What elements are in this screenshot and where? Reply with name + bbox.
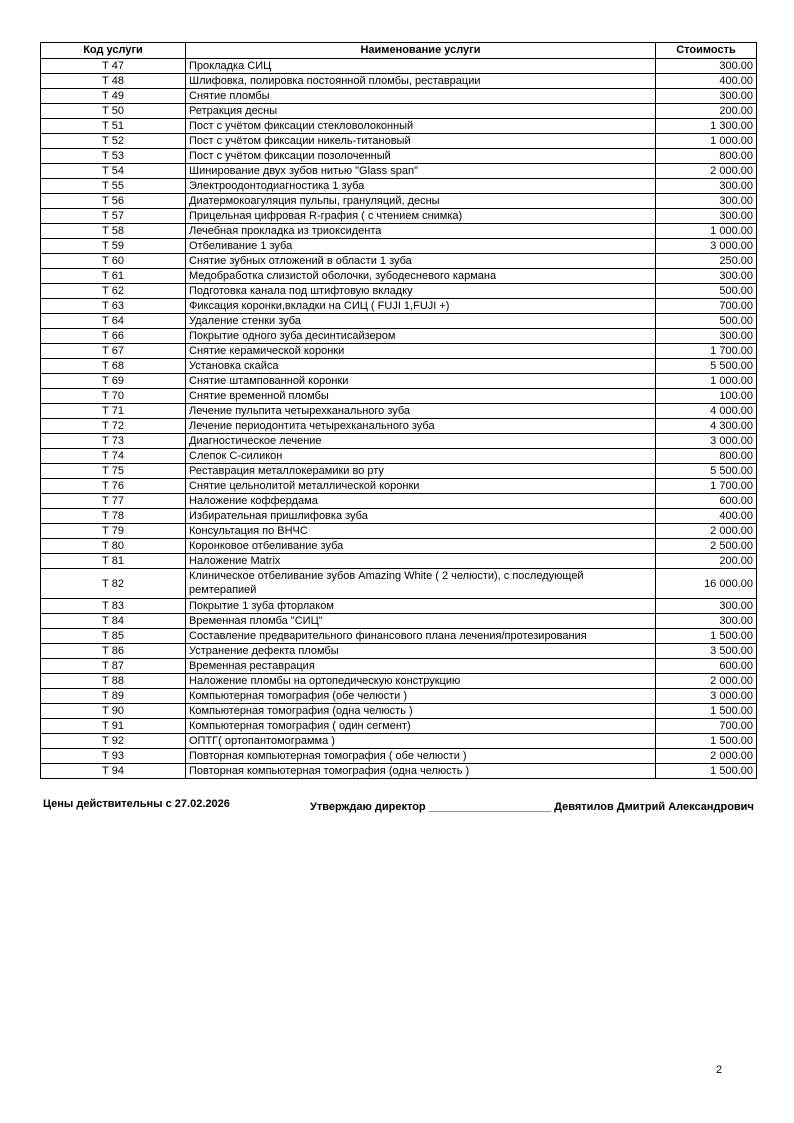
service-price-cell: 1 500.00	[656, 764, 757, 779]
service-code-cell: Т 73	[41, 434, 186, 449]
service-price-cell: 1 500.00	[656, 629, 757, 644]
table-row	[41, 449, 757, 464]
table-row	[41, 134, 757, 149]
service-name-cell: Компьютерная томография (одна челюсть )	[186, 704, 656, 719]
service-name-cell: Медобработка слизистой оболочки, зубодесневого кармана	[186, 269, 656, 284]
service-price-cell: 300.00	[656, 179, 757, 194]
service-price-cell: 400.00	[656, 74, 757, 89]
service-name-cell: Составление предварительного финансового плана лечения/протезирования	[186, 629, 656, 644]
table-row	[41, 224, 757, 239]
service-code-cell: Т 62	[41, 284, 186, 299]
table-row	[41, 479, 757, 494]
service-name-cell: Повторная компьютерная томография ( обе челюсти )	[186, 749, 656, 764]
table-row	[41, 149, 757, 164]
service-code-cell: Т 84	[41, 614, 186, 629]
service-code-cell: Т 76	[41, 479, 186, 494]
service-code-cell: Т 92	[41, 734, 186, 749]
service-price-cell: 600.00	[656, 494, 757, 509]
service-name-cell: Наложение пломбы на ортопедическую конструкцию	[186, 674, 656, 689]
service-price-cell: 100.00	[656, 389, 757, 404]
service-code-cell: Т 94	[41, 764, 186, 779]
service-price-cell: 300.00	[656, 89, 757, 104]
service-name-cell: Ретракция десны	[186, 104, 656, 119]
table-row	[41, 314, 757, 329]
service-price-cell: 16 000.00	[656, 569, 757, 599]
service-name-cell: Устранение дефекта пломбы	[186, 644, 656, 659]
prices-valid-text: Цены действительны с 27.02.2026	[43, 798, 230, 810]
service-code-cell: Т 58	[41, 224, 186, 239]
service-code-cell: Т 55	[41, 179, 186, 194]
service-code-cell: Т 85	[41, 629, 186, 644]
service-price-cell: 300.00	[656, 59, 757, 74]
service-code-cell: Т 89	[41, 689, 186, 704]
service-name-cell: Временная реставрация	[186, 659, 656, 674]
service-price-cell: 5 500.00	[656, 359, 757, 374]
signature-line: ____________________	[428, 801, 552, 813]
service-price-cell: 5 500.00	[656, 464, 757, 479]
service-price-cell: 3 500.00	[656, 644, 757, 659]
service-price-cell: 1 500.00	[656, 734, 757, 749]
table-row	[41, 404, 757, 419]
service-code-cell: Т 60	[41, 254, 186, 269]
service-code-cell: Т 63	[41, 299, 186, 314]
service-code-cell: Т 87	[41, 659, 186, 674]
table-header-row	[41, 43, 757, 59]
table-row	[41, 629, 757, 644]
service-name-cell: Фиксация коронки,вкладки на СИЦ ( FUJI 1,FUJI +)	[186, 299, 656, 314]
service-code-cell: Т 86	[41, 644, 186, 659]
service-code-cell: Т 90	[41, 704, 186, 719]
service-code-cell: Т 50	[41, 104, 186, 119]
service-code-cell: Т 78	[41, 509, 186, 524]
service-code-cell: Т 70	[41, 389, 186, 404]
service-code-cell: Т 79	[41, 524, 186, 539]
service-code-cell: Т 66	[41, 329, 186, 344]
table-row	[41, 644, 757, 659]
service-price-cell: 600.00	[656, 659, 757, 674]
service-code-cell: Т 52	[41, 134, 186, 149]
service-name-cell: Пост с учётом фиксации позолоченный	[186, 149, 656, 164]
service-price-cell: 300.00	[656, 614, 757, 629]
table-row	[41, 554, 757, 569]
service-price-cell: 250.00	[656, 254, 757, 269]
service-name-cell: Временная пломба "СИЦ"	[186, 614, 656, 629]
table-row	[41, 89, 757, 104]
service-name-cell: Лечебная прокладка из триоксидента	[186, 224, 656, 239]
table-row	[41, 209, 757, 224]
service-name-cell: Лечение периодонтита четырехканального зуба	[186, 419, 656, 434]
service-price-cell: 700.00	[656, 299, 757, 314]
table-row	[41, 179, 757, 194]
service-name-cell: Установка скайса	[186, 359, 656, 374]
table-row	[41, 524, 757, 539]
table-row	[41, 359, 757, 374]
service-price-cell: 300.00	[656, 269, 757, 284]
service-code-cell: Т 49	[41, 89, 186, 104]
service-price-cell: 300.00	[656, 209, 757, 224]
service-code-cell: Т 57	[41, 209, 186, 224]
service-price-cell: 300.00	[656, 599, 757, 614]
service-name-cell: Консультация по ВНЧС	[186, 524, 656, 539]
approve-label: Утверждаю директор	[310, 801, 426, 813]
service-name-cell: Удаление стенки зуба	[186, 314, 656, 329]
table-row	[41, 689, 757, 704]
table-row	[41, 239, 757, 254]
page-number: 2	[716, 1064, 723, 1076]
service-code-cell: Т 59	[41, 239, 186, 254]
service-price-cell: 300.00	[656, 329, 757, 344]
table-row	[41, 419, 757, 434]
service-code-cell: Т 54	[41, 164, 186, 179]
column-header-service-name: Наименование услуги	[186, 43, 656, 59]
table-row	[41, 104, 757, 119]
table-row	[41, 494, 757, 509]
table-row	[41, 509, 757, 524]
service-name-cell: Пост с учётом фиксации никель-титановый	[186, 134, 656, 149]
table-row	[41, 284, 757, 299]
service-price-cell: 1 700.00	[656, 479, 757, 494]
table-row	[41, 329, 757, 344]
table-row	[41, 764, 757, 779]
table-row	[41, 674, 757, 689]
service-price-cell: 2 000.00	[656, 524, 757, 539]
service-price-cell: 2 000.00	[656, 674, 757, 689]
service-code-cell: Т 68	[41, 359, 186, 374]
table-row	[41, 119, 757, 134]
service-code-cell: Т 51	[41, 119, 186, 134]
service-name-cell: Коронковое отбеливание зуба	[186, 539, 656, 554]
service-code-cell: Т 82	[41, 569, 186, 599]
table-row	[41, 389, 757, 404]
service-price-cell: 500.00	[656, 314, 757, 329]
service-name-cell: Снятие пломбы	[186, 89, 656, 104]
service-price-cell: 300.00	[656, 194, 757, 209]
service-name-cell: Снятие штампованной коронки	[186, 374, 656, 389]
service-price-cell: 1 000.00	[656, 134, 757, 149]
table-row	[41, 464, 757, 479]
service-name-cell: Снятие зубных отложений в области 1 зуба	[186, 254, 656, 269]
service-price-cell: 4 000.00	[656, 404, 757, 419]
table-row	[41, 659, 757, 674]
service-price-cell: 1 000.00	[656, 224, 757, 239]
service-code-cell: Т 61	[41, 269, 186, 284]
service-code-cell: Т 91	[41, 719, 186, 734]
table-row	[41, 749, 757, 764]
service-price-cell: 2 500.00	[656, 539, 757, 554]
service-price-cell: 1 500.00	[656, 704, 757, 719]
table-row	[41, 734, 757, 749]
director-name: Девятилов Дмитрий Александрович	[554, 801, 754, 813]
service-price-cell: 2 000.00	[656, 749, 757, 764]
table-row	[41, 374, 757, 389]
service-code-cell: Т 48	[41, 74, 186, 89]
service-price-cell: 2 000.00	[656, 164, 757, 179]
service-code-cell: Т 81	[41, 554, 186, 569]
service-code-cell: Т 83	[41, 599, 186, 614]
service-price-cell: 500.00	[656, 284, 757, 299]
service-name-cell: Снятие керамической коронки	[186, 344, 656, 359]
service-price-cell: 200.00	[656, 554, 757, 569]
service-name-cell: Снятие временной пломбы	[186, 389, 656, 404]
service-price-cell: 200.00	[656, 104, 757, 119]
service-name-cell: Реставрация металлокерамики во рту	[186, 464, 656, 479]
service-code-cell: Т 75	[41, 464, 186, 479]
service-code-cell: Т 67	[41, 344, 186, 359]
column-header-price: Стоимость	[656, 43, 757, 59]
price-table-body	[41, 59, 757, 779]
service-code-cell: Т 53	[41, 149, 186, 164]
service-code-cell: Т 74	[41, 449, 186, 464]
service-name-cell: Электроодонтодиагностика 1 зуба	[186, 179, 656, 194]
service-price-cell: 400.00	[656, 509, 757, 524]
service-price-cell: 3 000.00	[656, 689, 757, 704]
service-name-cell: Покрытие 1 зуба фторлаком	[186, 599, 656, 614]
service-name-cell: Слепок С-силикон	[186, 449, 656, 464]
service-name-cell: Отбеливание 1 зуба	[186, 239, 656, 254]
service-name-cell: Повторная компьютерная томография (одна челюсть )	[186, 764, 656, 779]
service-name-cell: Шинирование двух зубов нитью "Glass span"	[186, 164, 656, 179]
service-code-cell: Т 64	[41, 314, 186, 329]
service-name-cell: Наложение коффердама	[186, 494, 656, 509]
table-row	[41, 194, 757, 209]
service-name-cell: Диатермокоагуляция пульпы, грануляций, десны	[186, 194, 656, 209]
table-row	[41, 59, 757, 74]
table-row	[41, 299, 757, 314]
service-code-cell: Т 77	[41, 494, 186, 509]
service-name-cell: Снятие цельнолитой металлической коронки	[186, 479, 656, 494]
service-name-cell: Пост с учётом фиксации стекловолоконный	[186, 119, 656, 134]
service-price-cell: 1 300.00	[656, 119, 757, 134]
service-name-cell: Наложение Matrix	[186, 554, 656, 569]
table-row	[41, 74, 757, 89]
service-code-cell: Т 80	[41, 539, 186, 554]
table-row	[41, 599, 757, 614]
table-row	[41, 254, 757, 269]
service-price-cell: 3 000.00	[656, 239, 757, 254]
service-name-cell: Покрытие одного зуба десинтисайзером	[186, 329, 656, 344]
service-code-cell: Т 71	[41, 404, 186, 419]
service-name-cell: ОПТГ( ортопантомограмма )	[186, 734, 656, 749]
table-row	[41, 434, 757, 449]
service-code-cell: Т 47	[41, 59, 186, 74]
service-name-cell: Прокладка СИЦ	[186, 59, 656, 74]
table-row	[41, 539, 757, 554]
service-name-cell: Клиническое отбеливание зубов Amazing White ( 2 челюсти), с последующей ремтерапией	[186, 569, 656, 599]
price-list-table	[40, 42, 757, 779]
table-row	[41, 704, 757, 719]
column-header-service-code: Код услуги	[41, 43, 186, 59]
service-price-cell: 1 000.00	[656, 374, 757, 389]
service-price-cell: 800.00	[656, 449, 757, 464]
service-code-cell: Т 72	[41, 419, 186, 434]
service-price-cell: 700.00	[656, 719, 757, 734]
service-name-cell: Диагностическое лечение	[186, 434, 656, 449]
service-name-cell: Компьютерная томография (обе челюсти )	[186, 689, 656, 704]
service-name-cell: Лечение пульпита четырехканального зуба	[186, 404, 656, 419]
approval-line	[310, 801, 754, 813]
service-price-cell: 800.00	[656, 149, 757, 164]
service-name-cell: Подготовка канала под штифтовую вкладку	[186, 284, 656, 299]
service-name-cell: Компьютерная томография ( один сегмент)	[186, 719, 656, 734]
table-row	[41, 344, 757, 359]
service-name-cell: Шлифовка, полировка постоянной пломбы, реставрации	[186, 74, 656, 89]
table-row	[41, 164, 757, 179]
table-row	[41, 569, 757, 599]
service-code-cell: Т 56	[41, 194, 186, 209]
service-price-cell: 4 300.00	[656, 419, 757, 434]
table-row	[41, 719, 757, 734]
service-price-cell: 1 700.00	[656, 344, 757, 359]
table-row	[41, 269, 757, 284]
service-code-cell: Т 88	[41, 674, 186, 689]
table-row	[41, 614, 757, 629]
service-name-cell: Прицельная цифровая R-графия ( с чтением снимка)	[186, 209, 656, 224]
service-price-cell: 3 000.00	[656, 434, 757, 449]
service-name-cell: Избирательная пришлифовка зуба	[186, 509, 656, 524]
service-code-cell: Т 69	[41, 374, 186, 389]
service-code-cell: Т 93	[41, 749, 186, 764]
